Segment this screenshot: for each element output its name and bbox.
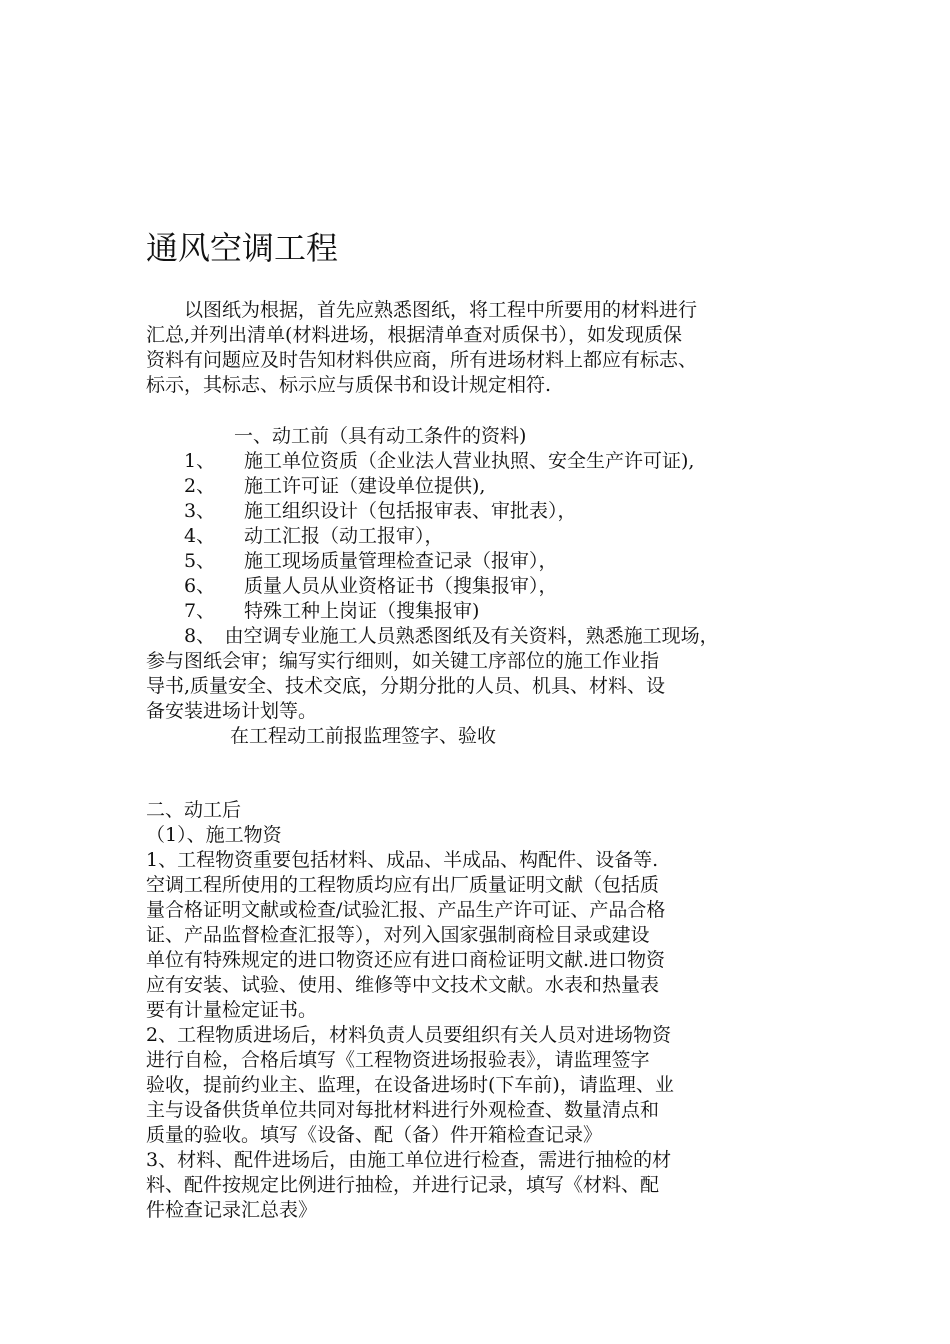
item-text: 施工组织设计（包括报审表、审批表）， — [244, 500, 577, 522]
list-item — [146, 574, 826, 599]
item-text: 施工单位资质（企业法人营业执照、安全生产许可证), — [244, 450, 695, 472]
item8-line: 导书,质量安全、技术交底，分期分批的人员、机具、材料、设 — [146, 675, 666, 697]
para1-line: 证、产品监督检查汇报等），对列入国家强制商检目录或建设 — [146, 924, 650, 946]
para2-line: 2、工程物质进场后，材料负责人员要组织有关人员对进场物资 — [146, 1024, 672, 1046]
list-item — [146, 549, 826, 574]
item-number: 2、 — [184, 475, 216, 497]
para2-line: 主与设备供货单位共同对每批材料进行外观检查、数量清点和 — [146, 1099, 660, 1121]
intro-line: 汇总,并列出清单(材料进场，根据清单查对质保书），如发现质保 — [146, 324, 682, 346]
section-before-start — [146, 424, 826, 749]
intro-paragraph — [146, 298, 826, 398]
section2-heading: 二、动工后 — [146, 799, 242, 821]
intro-line: 以图纸为根据，首先应熟悉图纸，将工程中所要用的材料进行 — [184, 299, 698, 321]
item-number: 3、 — [184, 500, 216, 522]
document-title: 通风空调工程 — [146, 229, 339, 267]
para1-line: 应有安装、试验、使用、维修等中文技术文献。水表和热量表 — [146, 974, 660, 996]
section-after-start — [146, 798, 826, 1223]
intro-line: 资料有问题应及时告知材料供应商，所有进场材料上都应有标志、 — [146, 349, 698, 371]
item8-line: 备安装进场计划等。 — [146, 700, 318, 722]
para1-line: 1、工程物资重要包括材料、成品、半成品、构配件、设备等. — [146, 849, 659, 871]
list-item — [146, 474, 826, 499]
para1-line: 空调工程所使用的工程物质均应有出厂质量证明文献（包括质 — [146, 874, 660, 896]
list-item — [146, 599, 826, 624]
item8-line: 8、 由空调专业施工人员熟悉图纸及有关资料，熟悉施工现场， — [184, 625, 719, 647]
section2-subheading: （1）、施工物资 — [146, 824, 282, 846]
item8-line: 参与图纸会审；编写实行细则，如关键工序部位的施工作业指 — [146, 650, 660, 672]
section1-heading: 一、动工前（具有动工条件的资料) — [234, 425, 527, 447]
list-item — [146, 524, 826, 549]
item-number: 4、 — [184, 525, 216, 547]
para3-line: 件检查记录汇总表》 — [146, 1199, 318, 1221]
list-item — [146, 499, 826, 524]
para3-line: 3、材料、配件进场后，由施工单位进行检查，需进行抽检的材 — [146, 1149, 672, 1171]
approval-note: 在工程动工前报监理签字、验收 — [230, 725, 497, 747]
para1-line: 要有计量检定证书。 — [146, 999, 318, 1021]
para1-line: 量合格证明文献或检查/试验汇报、产品生产许可证、产品合格 — [146, 899, 666, 921]
item-text: 施工许可证（建设单位提供), — [244, 475, 486, 497]
item-text: 特殊工种上岗证（搜集报审) — [244, 600, 480, 622]
item-number: 1、 — [184, 450, 216, 472]
para2-line: 进行自检，合格后填写《工程物资进场报验表》，请监理签字 — [146, 1049, 650, 1071]
para3-line: 料、配件按规定比例进行抽检，并进行记录，填写《材料、配 — [146, 1174, 660, 1196]
para2-line: 验收，提前约业主、监理，在设备进场时(下车前)，请监理、业 — [146, 1074, 674, 1096]
item-number: 5、 — [184, 550, 216, 572]
list-item — [146, 449, 826, 474]
item-text: 动工汇报（动工报审）， — [244, 525, 444, 547]
item-number: 6、 — [184, 575, 216, 597]
item-text: 施工现场质量管理检查记录（报审）， — [244, 550, 558, 572]
item-text: 质量人员从业资格证书（搜集报审）， — [244, 575, 558, 597]
intro-line: 标示，其标志、标示应与质保书和设计规定相符. — [146, 374, 552, 396]
para1-line: 单位有特殊规定的进口物资还应有进口商检证明文献.进口物资 — [146, 949, 666, 971]
para2-line: 质量的验收。填写《设备、配（备）件开箱检查记录》 — [146, 1124, 603, 1146]
item-number: 7、 — [184, 600, 216, 622]
